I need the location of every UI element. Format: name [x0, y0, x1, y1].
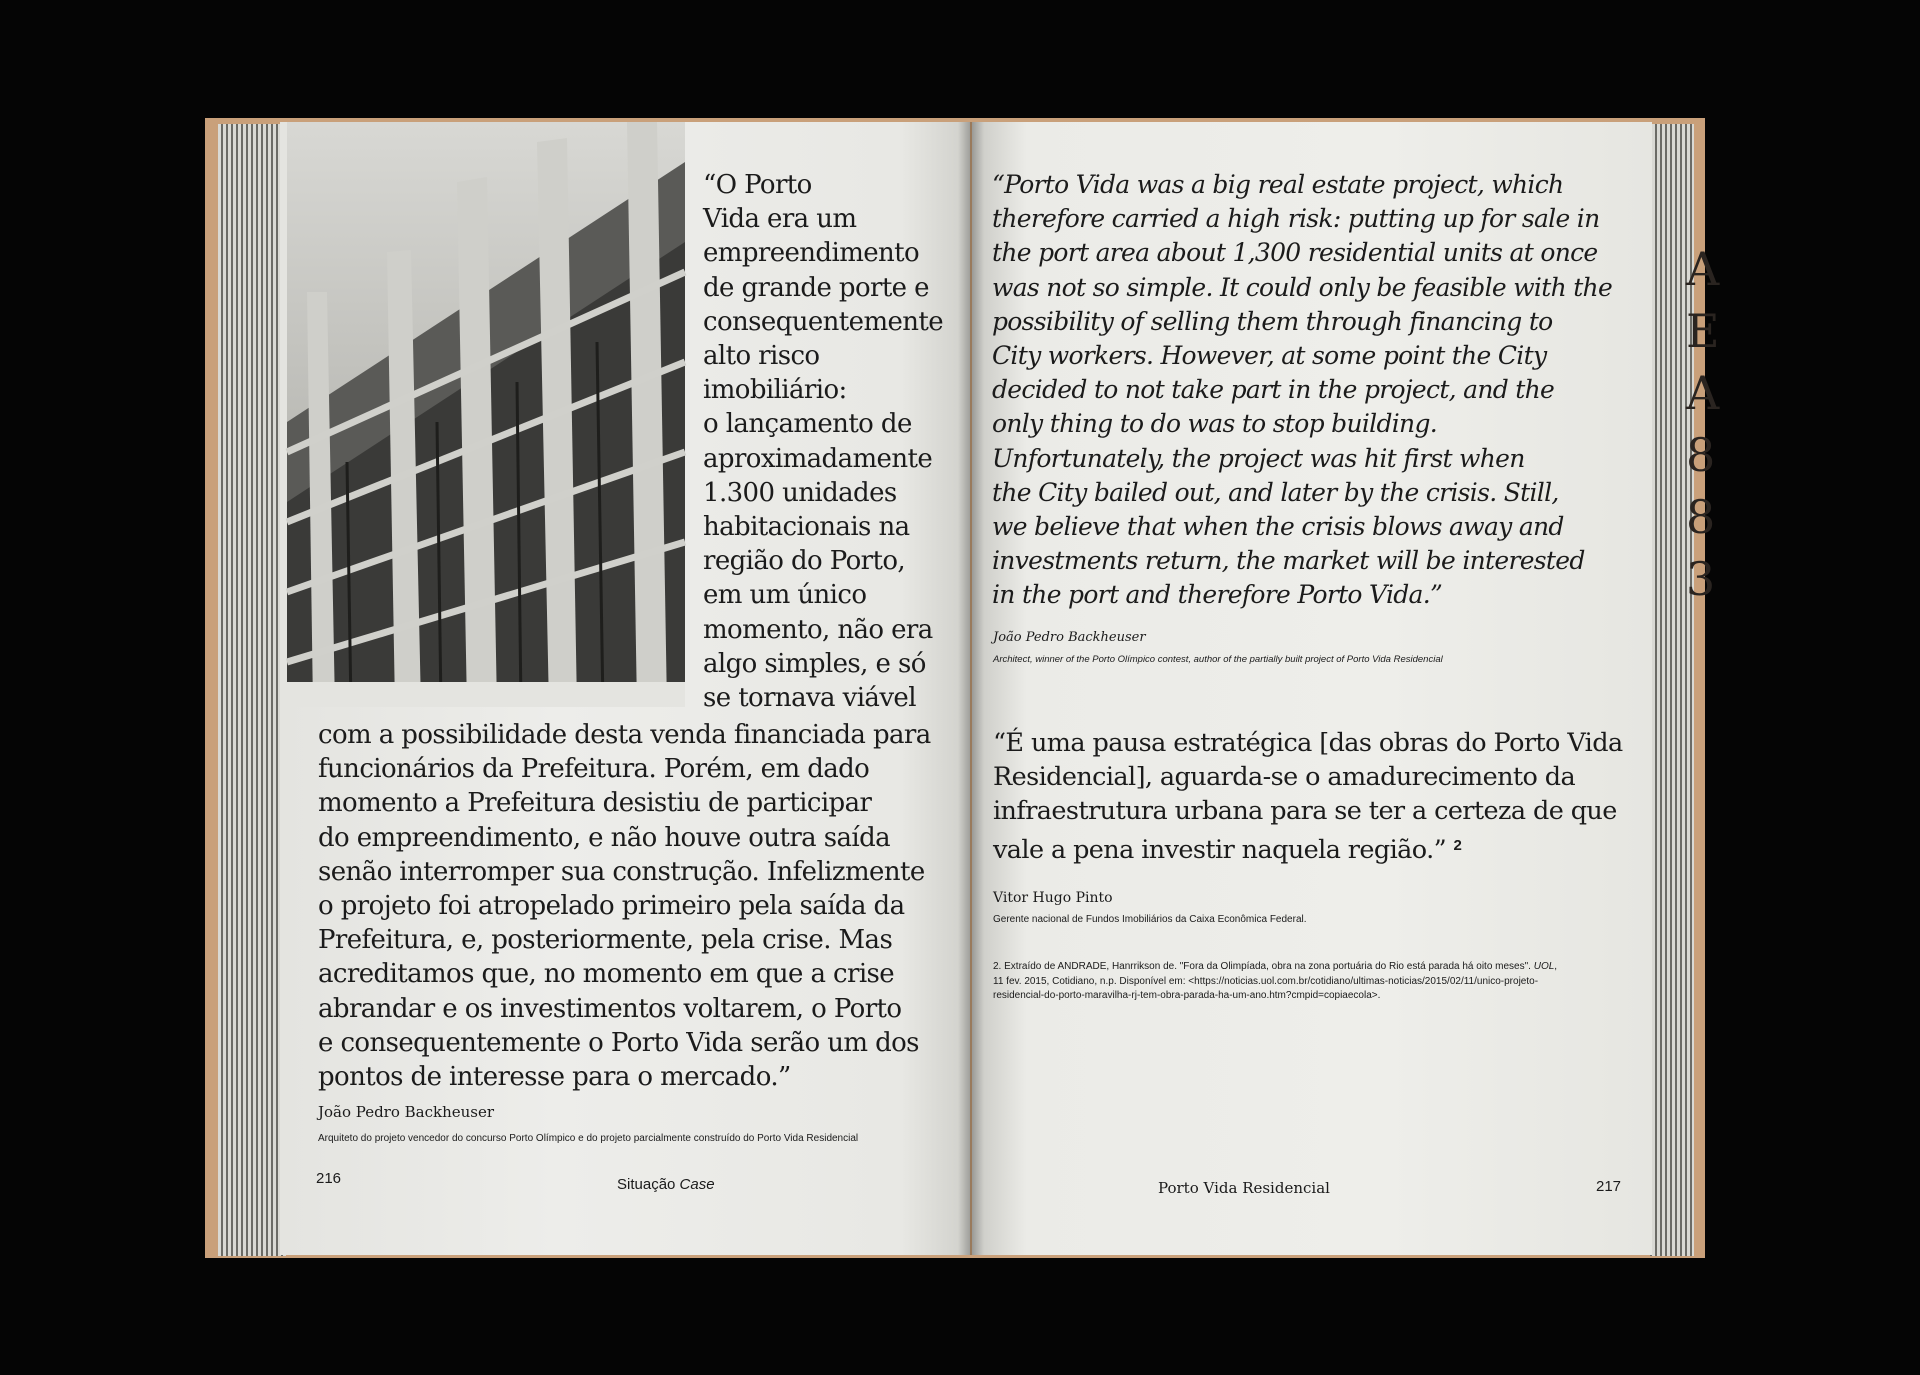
right-author-role-1: Architect, winner of the Porto Olímpico contest, author of the partially built project of Porto Vida Residencial: [993, 654, 1443, 665]
right-author-role-2: Gerente nacional de Fundos Imobiliários da Caixa Econômica Federal.: [993, 914, 1307, 925]
right-author-name-1: João Pedro Backheuser: [993, 630, 1146, 645]
left-author-name: João Pedro Backheuser: [318, 1103, 495, 1121]
right-author-name-2: Vitor Hugo Pinto: [993, 890, 1113, 906]
quote-portuguese-2: [993, 726, 1633, 867]
running-head-right: Porto Vida Residencial: [1158, 1179, 1330, 1197]
next-page-bleed: A E A 8 8 3: [1686, 242, 1720, 606]
building-construction-photo: [287, 122, 685, 707]
footnote-text-b: , 11 fev. 2015, Cotidiano, n.p. Disponível em: <https://noticias.uol.com.br/cotidiano/ultimas-noticias/2015/02/11/unico-projeto- residencial-do-porto-maravilha-rj-tem-obra-parada-ha-um-ano.htm?cmpid=copiaecola>.: [993, 961, 1558, 1001]
running-head-left-italic: Case: [679, 1176, 715, 1193]
quote-portuguese-body: com a possibilidade desta venda financiada para funcionários da Prefeitura. Porém, em dado momento a Prefeitura desistiu de participar do empreendimento, e não houve outra saída senão interromper sua construção. Infelizmente o projeto foi atropelado primeiro pela saída da Prefeitura, e, posteriormente, pela crise. Mas acreditamos que, no momento em que a crise abrandar e os investimentos voltarem, o Porto e consequentemente o Porto Vida serão um dos pontos de interesse para o mercado.”: [318, 720, 931, 1093]
page-edges-left: [218, 124, 286, 1256]
page-number-right: 217: [1596, 1178, 1622, 1195]
quote-portuguese-head: “O Porto Vida era um empreendimento de grande porte e consequentemente alto risco imobiliário: o lançamento de aproximadamente 1.300 unidades habitacionais na região do Porto, em um único momento, não era algo simples, e só se tornava viável: [703, 170, 944, 714]
running-head-left-text: Situação: [617, 1176, 676, 1193]
quote-english: “Porto Vida was a big real estate project, which therefore carried a high risk: putting up for sale in the port area about 1,300 residential units at once was not so simple. It could only be feasible with the possibility of selling them through financing to City workers. However, at some point the City decided to not take part in the project, and the only thing to do was to stop building. Unfortunately, the project was hit first when the City bailed out, and later by the crisis. Still, we believe that when the crisis blows away and investments return, the market will be interested in the port and therefore Porto Vida.”: [992, 170, 1613, 610]
footnote-ref: 2: [1453, 836, 1462, 854]
quote-portuguese-2-text: “É uma pausa estratégica [das obras do Porto Vida Residencial], aguarda-se o amadurecimento da infraestrutura urbana para se ter a certeza de que vale a pena investir naquela região.”: [993, 728, 1623, 865]
gutter-shadow: [958, 122, 984, 1255]
page-number-left: 216: [316, 1170, 342, 1187]
footnote-text-a: 2. Extraído de ANDRADE, Hanrrikson de. "Fora da Olimpíada, obra na zona portuária do Rio está parada há oito meses".: [993, 961, 1534, 972]
footnote: [993, 960, 1633, 1004]
footnote-italic: UOL: [1533, 961, 1555, 972]
left-author-role: Arquiteto do projeto vencedor do concurso Porto Olímpico e do projeto parcialmente construído do Porto Vida Residencial: [318, 1133, 859, 1144]
running-head-left: [617, 1176, 715, 1193]
